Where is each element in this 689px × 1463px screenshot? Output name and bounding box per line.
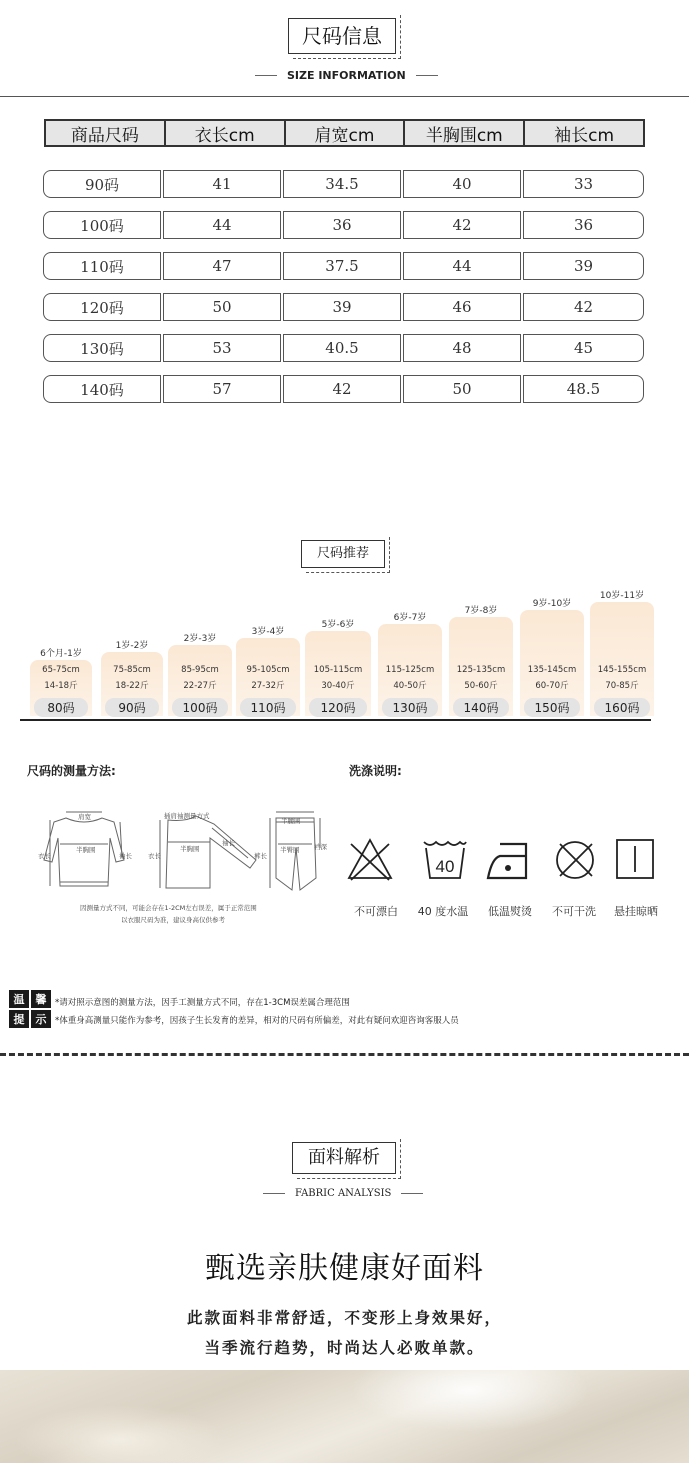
size-cell: 42 <box>403 211 521 239</box>
header-cell: 衣长cm <box>164 121 284 145</box>
height-range: 135-145cm <box>527 665 577 675</box>
size-cell: 42 <box>283 375 401 403</box>
fabric-photo <box>0 1370 689 1463</box>
size-row <box>43 252 644 280</box>
size-chip: 140码 <box>453 698 509 717</box>
size-cell: 120码 <box>43 293 161 321</box>
size-cell: 130码 <box>43 334 161 362</box>
no-dry-clean-icon <box>552 836 598 882</box>
height-range: 85-95cm <box>181 665 219 675</box>
size-cell: 39 <box>523 252 644 280</box>
size-cell: 36 <box>283 211 401 239</box>
fabric-subtitle: FABRIC ANALYSIS <box>295 1188 392 1199</box>
weight-range: 18-22斤 <box>115 681 149 691</box>
no-bleach-icon <box>347 836 393 882</box>
wash-label: 悬挂晾晒 <box>614 905 658 918</box>
size-cell: 90码 <box>43 170 161 198</box>
weight-range: 70-85斤 <box>605 681 639 691</box>
label-crotch: 裆深 <box>314 843 327 851</box>
label-raglan: 插肩袖测量方式 <box>164 812 210 820</box>
tip-badge-char: 温 <box>9 990 29 1008</box>
size-chip: 130码 <box>382 698 438 717</box>
age-label: 5岁-6岁 <box>321 620 355 630</box>
label-chest: 半胸围 <box>76 846 96 854</box>
height-range: 65-75cm <box>42 665 80 675</box>
header-cell: 商品尺码 <box>70 125 139 146</box>
weight-range: 27-32斤 <box>251 681 285 691</box>
size-cell: 44 <box>163 211 281 239</box>
size-cell: 140码 <box>43 375 161 403</box>
age-label: 10岁-11岁 <box>599 591 645 601</box>
size-cell: 47 <box>163 252 281 280</box>
recommend-title: 尺码推荐 <box>301 540 385 568</box>
height-range: 145-155cm <box>597 665 647 675</box>
size-cell: 37.5 <box>283 252 401 280</box>
weight-range: 14-18斤 <box>44 681 78 691</box>
size-cell: 50 <box>403 375 521 403</box>
age-label: 3岁-4岁 <box>251 627 285 637</box>
height-range: 105-115cm <box>313 665 363 675</box>
size-row <box>43 170 644 198</box>
label-shoulder: 肩宽 <box>78 813 91 821</box>
size-cell: 34.5 <box>283 170 401 198</box>
size-info-title: 尺码信息 <box>288 18 396 54</box>
size-row <box>43 375 644 403</box>
divider-line <box>0 96 689 97</box>
header-cell: 肩宽cm <box>284 121 404 145</box>
label-sleeve-2: 袖长 <box>222 839 235 847</box>
fabric-headline: 甄选亲肤健康好面料 <box>205 1251 484 1286</box>
size-chip: 110码 <box>240 698 296 717</box>
size-cell: 100码 <box>43 211 161 239</box>
age-label: 9岁-10岁 <box>532 599 572 609</box>
label-chest-2: 半胸围 <box>180 845 200 853</box>
age-label: 6岁-7岁 <box>393 613 427 623</box>
size-cell: 40.5 <box>283 334 401 362</box>
size-cell: 46 <box>403 293 521 321</box>
age-label: 7岁-8岁 <box>464 606 498 616</box>
wash-temp: 40 <box>435 857 455 876</box>
low-iron-icon <box>486 836 538 882</box>
size-cell: 57 <box>163 375 281 403</box>
size-row <box>43 293 644 321</box>
size-chip: 120码 <box>309 698 367 717</box>
size-cell: 44 <box>403 252 521 280</box>
size-info-subtitle: SIZE INFORMATION <box>287 69 406 82</box>
fabric-desc-1: 此款面料非常舒适，不变形上身效果好， <box>186 1309 502 1327</box>
size-cell: 40 <box>403 170 521 198</box>
height-range: 115-125cm <box>385 665 435 675</box>
size-chip: 150码 <box>524 698 580 717</box>
wash-label: 40 度水温 <box>417 905 469 918</box>
size-cell: 42 <box>523 293 644 321</box>
weight-range: 40-50斤 <box>393 681 427 691</box>
height-range: 95-105cm <box>246 665 290 675</box>
tip-badge-char: 馨 <box>31 990 51 1008</box>
size-chip: 80码 <box>34 698 88 717</box>
wash-label: 不可漂白 <box>354 905 398 918</box>
size-chip: 90码 <box>105 698 159 717</box>
size-row <box>43 211 644 239</box>
tip-badge-char: 示 <box>31 1010 51 1028</box>
size-cell: 39 <box>283 293 401 321</box>
size-chip: 160码 <box>594 698 650 717</box>
size-cell: 53 <box>163 334 281 362</box>
size-table-header <box>44 119 645 147</box>
label-length-2: 衣长 <box>148 852 161 860</box>
wash-label: 低温熨烫 <box>488 905 532 918</box>
size-cell: 41 <box>163 170 281 198</box>
tip-badge-char: 提 <box>9 1010 29 1028</box>
fabric-desc-2: 当季流行趋势，时尚达人必败单款。 <box>204 1339 485 1357</box>
header-cell: 半胸围cm <box>403 121 523 145</box>
size-cell: 48 <box>403 334 521 362</box>
age-label: 1岁-2岁 <box>115 641 149 651</box>
fabric-subtitle-row <box>263 1188 423 1199</box>
tip-line-2: *体重身高测量只能作为参考，因孩子生长发育的差异，相对的尺码有所偏差，对此有疑问欢迎咨询客服人员 <box>55 1016 459 1026</box>
label-pants-length: 裤长 <box>254 852 267 860</box>
weight-range: 60-70斤 <box>535 681 569 691</box>
measure-note-2: 以衣服尺码为准，建议身高仅供参考 <box>121 916 225 924</box>
label-waist: 半腰围 <box>281 817 301 825</box>
label-hip: 半臀围 <box>280 846 300 854</box>
label-length: 衣长 <box>38 852 51 860</box>
age-label: 2岁-3岁 <box>183 634 217 644</box>
weight-range: 22-27斤 <box>183 681 217 691</box>
hang-dry-icon <box>615 836 655 882</box>
age-label: 6个月-1岁 <box>40 649 82 659</box>
size-row <box>43 334 644 362</box>
size-cell: 110码 <box>43 252 161 280</box>
chart-baseline <box>20 719 651 721</box>
height-range: 125-135cm <box>456 665 506 675</box>
size-info-subtitle-row <box>255 69 438 82</box>
label-sleeve: 袖长 <box>119 852 132 860</box>
fabric-title: 面料解析 <box>292 1142 396 1174</box>
size-chip: 100码 <box>172 698 228 717</box>
weight-range: 50-60斤 <box>464 681 498 691</box>
header-cell: 袖长cm <box>523 121 643 145</box>
height-range: 75-85cm <box>113 665 151 675</box>
wash-label: 不可干洗 <box>552 905 596 918</box>
measure-title: 尺码的测量方法: <box>27 764 116 778</box>
tip-line-1: *请对照示意图的测量方法，因手工测量方式不同，存在1-3CM误差属合理范围 <box>55 998 350 1008</box>
weight-range: 30-40斤 <box>321 681 355 691</box>
size-cell: 45 <box>523 334 644 362</box>
size-cell: 48.5 <box>523 375 644 403</box>
wash-title: 洗涤说明: <box>349 764 402 778</box>
wash-40-icon <box>422 836 468 882</box>
size-cell: 36 <box>523 211 644 239</box>
size-cell: 33 <box>523 170 644 198</box>
measure-note-1: 因测量方式不同，可能会存在1-2CM左右误差，属于正常范围 <box>80 904 257 912</box>
dashed-divider <box>0 1053 689 1056</box>
size-cell: 50 <box>163 293 281 321</box>
